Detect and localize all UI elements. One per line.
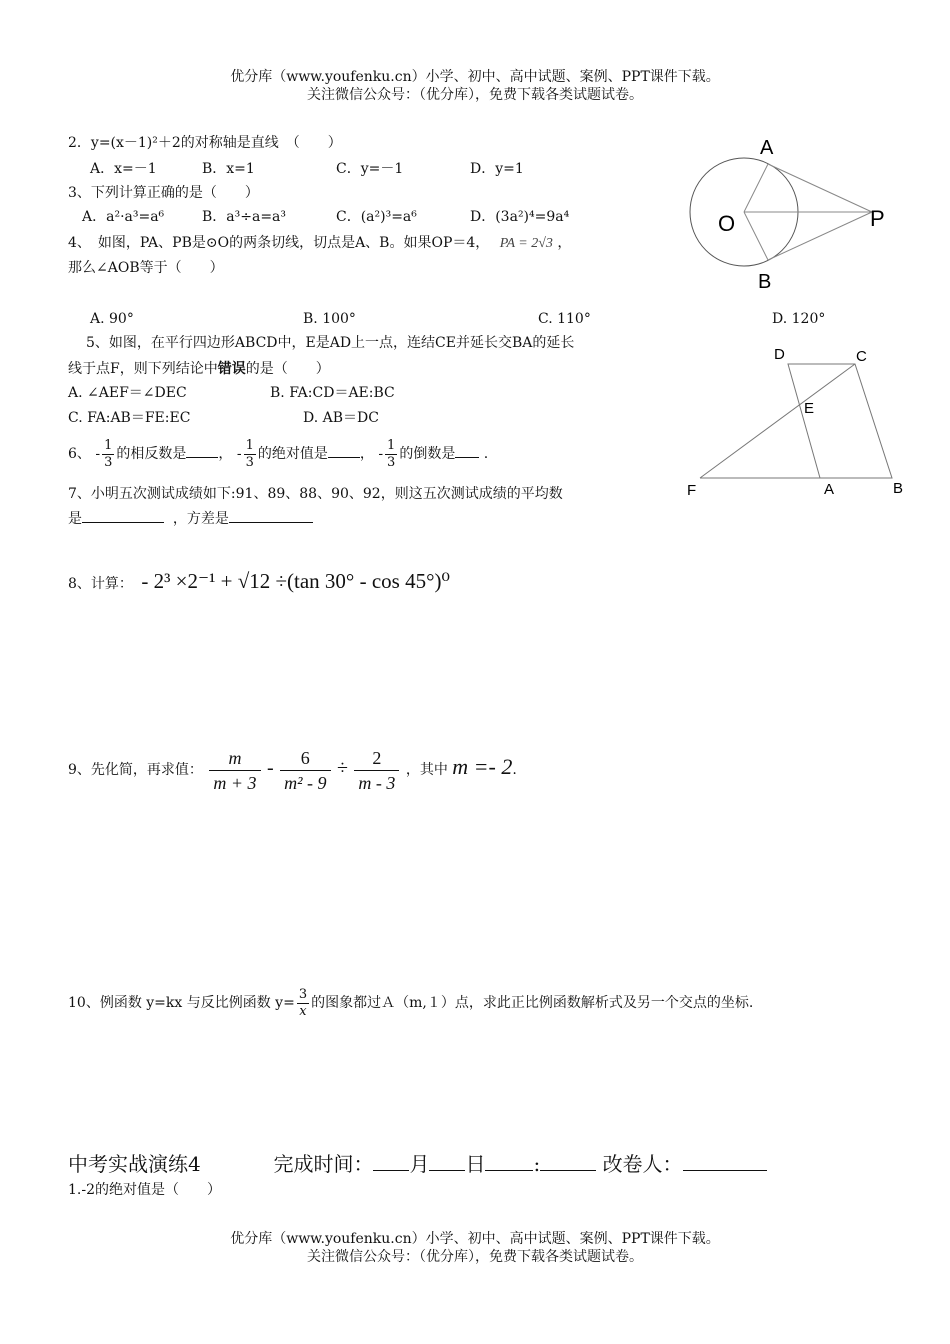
q6-frac2-den: 3 (245, 454, 254, 470)
grader-label: 改卷人： (602, 1152, 683, 1176)
q6-end: . (483, 446, 489, 462)
q5-line2-pre: 线于点F，则下列结论中 (68, 361, 218, 377)
q9-op-2: ÷ (336, 757, 348, 779)
q4-option-a: A. 90° (90, 311, 134, 327)
q6-part-3: 的倒数是 (399, 446, 456, 462)
q7-blank-variance[interactable] (229, 522, 313, 523)
q9-f1-den: m + 3 (213, 772, 257, 793)
label-e: E (804, 400, 815, 417)
label-b: B (758, 271, 772, 293)
q10-f-den: x (299, 1003, 307, 1019)
q6-sep-2: ， (359, 446, 374, 462)
time-label: 完成时间： (273, 1152, 374, 1176)
tangent-pb (768, 212, 872, 260)
q7-blank-mean[interactable] (82, 522, 164, 523)
q5-line2-post: 的是（ ） (245, 361, 330, 377)
q4-line2: 那么∠AOB等于（ ） (68, 260, 224, 276)
parallelogram-abcd (788, 364, 892, 478)
q6-part-2: 的绝对值是 (257, 446, 328, 462)
q3-option-a: A．a²·a³=a⁶ (82, 209, 165, 225)
q5-option-d: D. AB＝DC (303, 410, 379, 426)
q5-line1: 5、如图，在平行四边形ABCD中，E是AD上一点，连结CE并延长交BA的延长 (86, 335, 575, 351)
q2-option-d: D．y=1 (470, 161, 524, 177)
q5-option-a: A. ∠AEF＝∠DEC (68, 385, 187, 401)
q6-frac3-num: 1 (387, 437, 396, 453)
header-line-2: 关注微信公众号：（优分库），免费下载各类试题试卷。 (307, 87, 643, 103)
q6-minus-3: - (378, 446, 384, 462)
label-b2: B (893, 480, 904, 497)
q4-option-b: B. 100° (303, 311, 356, 327)
q6-frac3-den: 3 (387, 454, 396, 470)
label-f: F (687, 482, 697, 499)
minute-blank[interactable] (540, 1170, 596, 1171)
q9-f1-num: m (209, 746, 260, 771)
q7-line2-mid: ，方差是 (172, 511, 229, 527)
line-fc (700, 364, 855, 478)
segment-ob (744, 212, 768, 260)
q9-fraction-1 (209, 746, 260, 795)
q4-option-d: D. 120° (772, 311, 826, 327)
q2-stem: 2．y=(x－1)²＋2的对称轴是直线 （ ） (68, 135, 342, 151)
q7-line2-pre: 是 (68, 511, 82, 527)
label-p: P (870, 206, 885, 231)
label-a2: A (824, 481, 835, 498)
grader-blank[interactable] (683, 1170, 767, 1171)
q8-expression: - 2³ ×2⁻¹ + √12 ÷(tan 30° - cos 45°)⁰ (141, 569, 450, 593)
q4-pa-expression: PA = 2√3 (499, 236, 553, 251)
q4-stem (68, 233, 571, 254)
q2-option-c: C．y=－1 (336, 161, 404, 177)
label-c: C (856, 348, 867, 365)
day-blank[interactable] (429, 1170, 465, 1171)
q9-f3-num: 2 (354, 746, 399, 771)
q9-op-1: - (266, 757, 274, 779)
q8 (68, 568, 450, 597)
q2-option-b: B．x=1 (202, 161, 255, 177)
month-label: 月 (409, 1152, 430, 1176)
q3-option-c: C．(a²)³=a⁶ (336, 209, 417, 225)
q9-tail: ，其中 (405, 762, 448, 778)
section-heading (68, 1151, 767, 1177)
q6-sep-1: ， (218, 446, 233, 462)
q10-pre: 10、例函数 y=kx 与反比例函数 y= (68, 995, 295, 1011)
q6-prefix: 6、 (68, 446, 91, 462)
hour-blank[interactable] (485, 1170, 533, 1171)
label-d: D (774, 346, 785, 363)
q9-end: . (512, 762, 517, 778)
q6-minus-1: - (95, 446, 101, 462)
q9-f2-den: m² - 9 (284, 772, 327, 793)
q5-option-c: C. FA:AB＝FE:EC (68, 410, 191, 426)
q5-line2 (68, 358, 330, 379)
q7-line1: 7、小明五次测试成绩如下:91、89、88、90、92，则这五次测试成绩的平均数 (68, 486, 563, 502)
q6-blank-2[interactable] (328, 457, 360, 458)
q9-fraction-2 (280, 746, 330, 795)
q3-stem: 3、下列计算正确的是（ ） (68, 185, 259, 201)
q6-frac1-den: 3 (104, 454, 113, 470)
label-a: A (760, 137, 774, 159)
parallelogram-figure (680, 342, 910, 504)
q6-frac1-num: 1 (104, 437, 113, 453)
q4-option-c: C. 110° (538, 311, 591, 327)
q9 (68, 742, 517, 795)
day-label: 日 (465, 1152, 486, 1176)
q6-frac2-num: 1 (245, 437, 254, 453)
q9-fraction-3 (354, 746, 399, 795)
footer-line-2: 关注微信公众号：（优分库），免费下载各类试题试卷。 (307, 1249, 643, 1265)
q10 (68, 984, 753, 1022)
q1b-stem: 1.-2的绝对值是（ ） (68, 1182, 221, 1198)
footer-line-1: 优分库（www.youfenku.cn）小学、初中、高中试题、案例、PPT课件下载。 (230, 1231, 720, 1247)
q9-condition: m =- 2 (452, 754, 513, 779)
tangent-circle-figure (680, 130, 890, 300)
q4-stem-text: 4、 如图，PA、PB是⊙O的两条切线，切点是A、B。如果OP＝4， (68, 235, 490, 251)
q6 (68, 434, 488, 474)
segment-oa (744, 164, 768, 212)
label-o: O (718, 211, 736, 236)
q10-fraction (297, 987, 309, 1020)
q6-fraction-1 (102, 438, 114, 471)
q6-fraction-3 (385, 438, 397, 471)
tangent-pa (768, 164, 872, 212)
q9-label: 9、先化简，再求值： (68, 762, 203, 778)
q4-stem-end: ， (557, 235, 572, 251)
q3-option-b: B．a³÷a=a³ (202, 209, 287, 225)
q2-option-a: A．x=－1 (90, 161, 157, 177)
q6-minus-2: - (236, 446, 242, 462)
q3-option-d: D．(3a²)⁴=9a⁴ (470, 209, 570, 225)
q9-f2-num: 6 (280, 746, 330, 771)
section-title: 中考实战演练4 (68, 1152, 201, 1176)
q6-fraction-2 (244, 438, 256, 471)
q9-f3-den: m - 3 (358, 772, 396, 793)
time-colon: : (533, 1152, 541, 1176)
q5-line2-bold: 错误 (217, 360, 246, 376)
q6-part-1: 的相反数是 (116, 446, 187, 462)
q7-line2 (68, 509, 313, 529)
month-blank[interactable] (373, 1170, 409, 1171)
q10-f-num: 3 (298, 986, 308, 1002)
q6-blank-1[interactable] (186, 457, 218, 458)
q6-blank-3[interactable] (455, 457, 479, 458)
header-line-1: 优分库（www.youfenku.cn）小学、初中、高中试题、案例、PPT课件下载。 (230, 69, 720, 85)
q10-post: 的图象都过Ａ（m,１）点，求此正比例函数解析式及另一个交点的坐标. (311, 995, 754, 1011)
q5-option-b: B. FA:CD＝AE:BC (270, 385, 395, 401)
q8-label: 8、计算： (68, 576, 133, 592)
